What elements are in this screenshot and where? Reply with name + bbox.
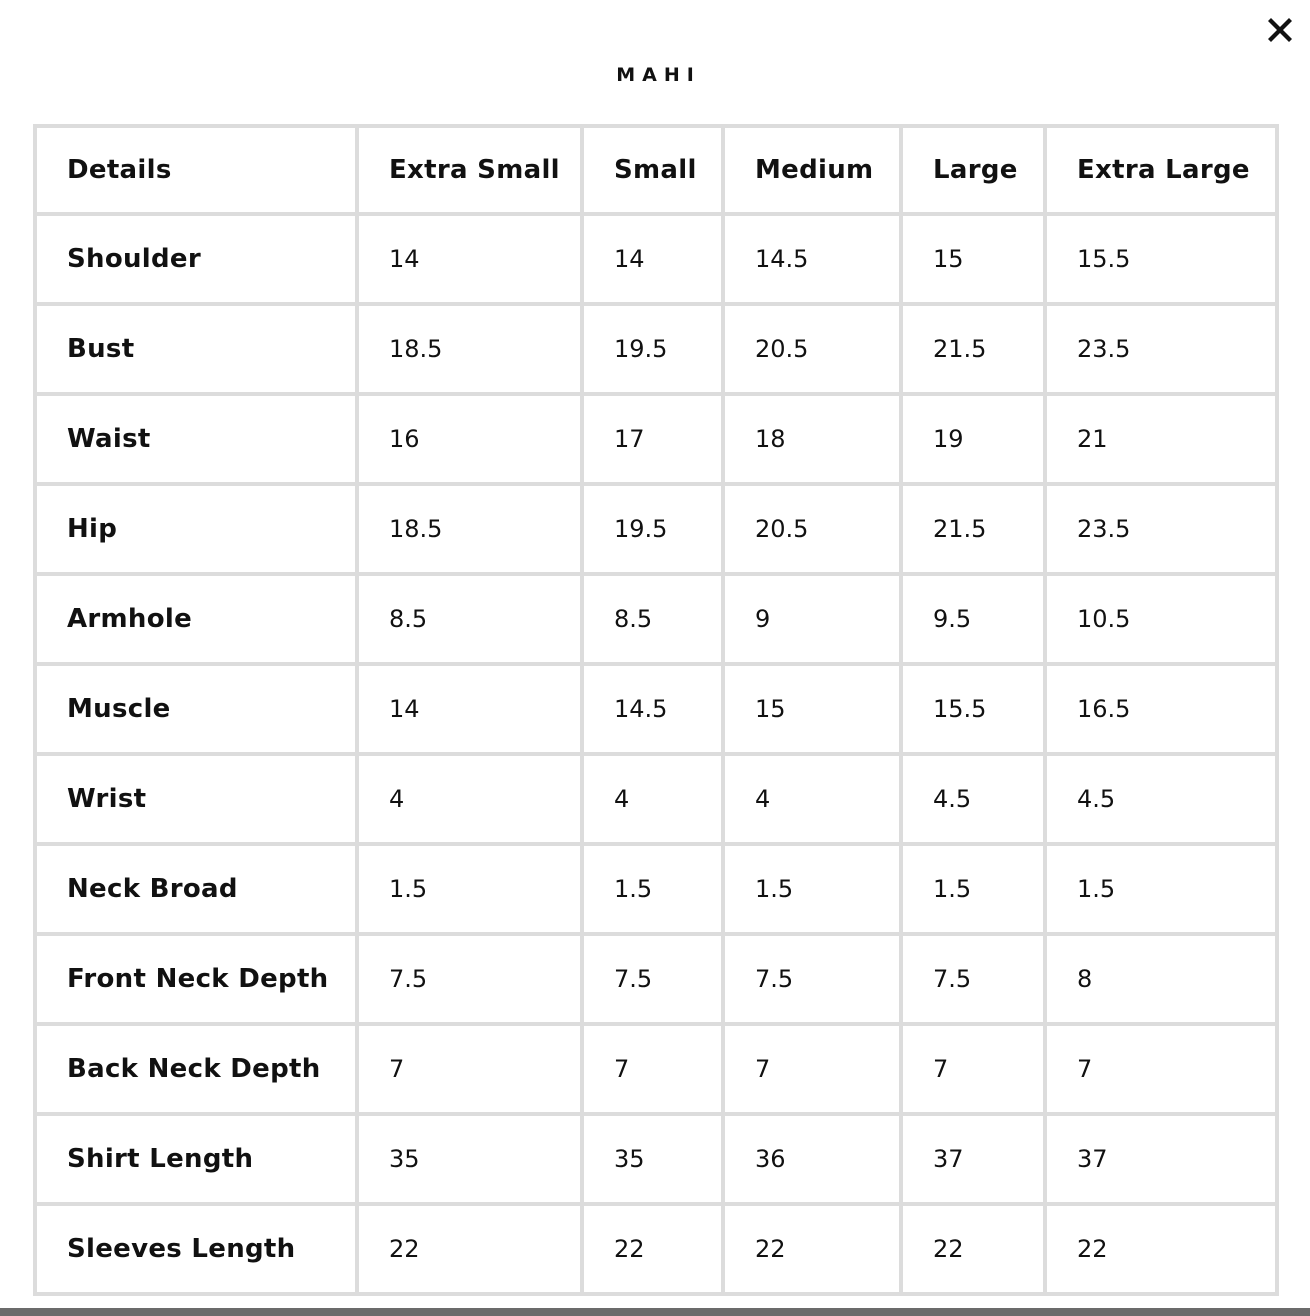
table-cell: 7 — [359, 1026, 580, 1112]
table-cell: 9.5 — [903, 576, 1043, 662]
table-row — [37, 486, 1275, 572]
table-row — [37, 396, 1275, 482]
table-cell: 1.5 — [725, 846, 899, 932]
table-cell: 19 — [903, 396, 1043, 482]
table-cell: 37 — [1047, 1116, 1275, 1202]
table-cell: 7 — [584, 1026, 721, 1112]
table-cell: 19.5 — [584, 486, 721, 572]
table-cell: 15.5 — [1047, 216, 1275, 302]
row-label: Armhole — [37, 576, 355, 662]
table-row — [37, 306, 1275, 392]
table-cell: 14 — [359, 666, 580, 752]
table-cell: 4 — [725, 756, 899, 842]
table-row — [37, 576, 1275, 662]
table-cell: 22 — [359, 1206, 580, 1292]
table-cell: 18.5 — [359, 486, 580, 572]
close-button[interactable] — [1262, 12, 1298, 48]
table-row — [37, 216, 1275, 302]
table-cell: 15 — [725, 666, 899, 752]
table-cell: 19.5 — [584, 306, 721, 392]
table-cell: 9 — [725, 576, 899, 662]
table-cell: 22 — [584, 1206, 721, 1292]
table-cell: 15.5 — [903, 666, 1043, 752]
table-cell: 22 — [1047, 1206, 1275, 1292]
header-large: Large — [903, 128, 1043, 212]
table-cell: 8.5 — [359, 576, 580, 662]
row-label: Neck Broad — [37, 846, 355, 932]
table-cell: 8.5 — [584, 576, 721, 662]
row-label: Waist — [37, 396, 355, 482]
table-cell: 16 — [359, 396, 580, 482]
row-label: Shirt Length — [37, 1116, 355, 1202]
table-cell: 35 — [584, 1116, 721, 1202]
row-label: Back Neck Depth — [37, 1026, 355, 1112]
table-cell: 1.5 — [903, 846, 1043, 932]
dialog-title: MAHI — [616, 64, 701, 86]
table-cell: 23.5 — [1047, 486, 1275, 572]
table-cell: 8 — [1047, 936, 1275, 1022]
table-cell: 1.5 — [584, 846, 721, 932]
table-cell: 20.5 — [725, 486, 899, 572]
table-row — [37, 756, 1275, 842]
table-cell: 17 — [584, 396, 721, 482]
table-cell: 18 — [725, 396, 899, 482]
table-header-row — [37, 128, 1275, 212]
table-cell: 4.5 — [1047, 756, 1275, 842]
table-cell: 7 — [1047, 1026, 1275, 1112]
table-row — [37, 1026, 1275, 1112]
table-row — [37, 936, 1275, 1022]
table-cell: 7.5 — [584, 936, 721, 1022]
header-medium: Medium — [725, 128, 899, 212]
table-cell: 16.5 — [1047, 666, 1275, 752]
table-cell: 23.5 — [1047, 306, 1275, 392]
header-extra-small: Extra Small — [359, 128, 580, 212]
table-cell: 21.5 — [903, 486, 1043, 572]
table-cell: 14 — [359, 216, 580, 302]
table-cell: 21.5 — [903, 306, 1043, 392]
table-cell: 7.5 — [725, 936, 899, 1022]
header-details: Details — [37, 128, 355, 212]
row-label: Sleeves Length — [37, 1206, 355, 1292]
table-row — [37, 1116, 1275, 1202]
table-cell: 4.5 — [903, 756, 1043, 842]
table-cell: 10.5 — [1047, 576, 1275, 662]
table-cell: 21 — [1047, 396, 1275, 482]
row-label: Front Neck Depth — [37, 936, 355, 1022]
table-cell: 4 — [359, 756, 580, 842]
table-cell: 7 — [903, 1026, 1043, 1112]
table-cell: 14.5 — [725, 216, 899, 302]
table-cell: 1.5 — [359, 846, 580, 932]
row-label: Muscle — [37, 666, 355, 752]
table-cell: 36 — [725, 1116, 899, 1202]
row-label: Wrist — [37, 756, 355, 842]
size-chart-table — [33, 124, 1279, 1296]
table-cell: 15 — [903, 216, 1043, 302]
row-label: Hip — [37, 486, 355, 572]
table-cell: 35 — [359, 1116, 580, 1202]
table-cell: 7 — [725, 1026, 899, 1112]
size-chart-body — [37, 128, 1275, 1292]
header-extra-large: Extra Large — [1047, 128, 1275, 212]
row-label: Shoulder — [37, 216, 355, 302]
bottom-scroll-edge — [0, 1308, 1310, 1316]
table-cell: 22 — [725, 1206, 899, 1292]
table-cell: 14.5 — [584, 666, 721, 752]
table-cell: 7.5 — [903, 936, 1043, 1022]
table-cell: 14 — [584, 216, 721, 302]
table-cell: 4 — [584, 756, 721, 842]
table-cell: 20.5 — [725, 306, 899, 392]
row-label: Bust — [37, 306, 355, 392]
table-cell: 37 — [903, 1116, 1043, 1202]
table-row — [37, 846, 1275, 932]
table-cell: 7.5 — [359, 936, 580, 1022]
table-cell: 22 — [903, 1206, 1043, 1292]
header-small: Small — [584, 128, 721, 212]
table-cell: 18.5 — [359, 306, 580, 392]
close-icon — [1262, 12, 1298, 48]
table-row — [37, 1206, 1275, 1292]
table-cell: 1.5 — [1047, 846, 1275, 932]
table-row — [37, 666, 1275, 752]
